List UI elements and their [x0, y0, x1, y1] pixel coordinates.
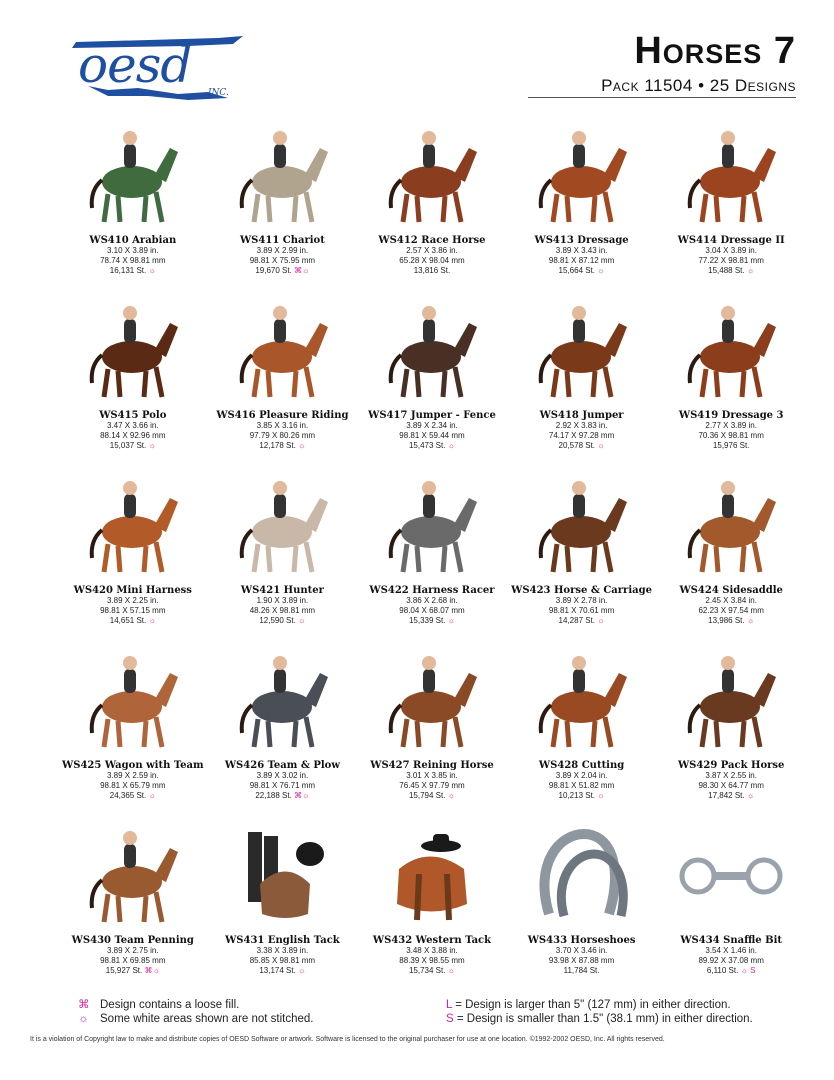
design-image: [678, 474, 784, 578]
legend-loose-fill-text: Design contains a loose fill.: [100, 999, 240, 1011]
legend-left: [78, 998, 314, 1026]
small-letter: S: [446, 1013, 454, 1025]
stitch-count: 15,664 St.: [558, 266, 596, 275]
design-card: [357, 820, 507, 995]
design-grid: [58, 120, 806, 995]
design-image: [230, 649, 336, 753]
design-card: [208, 470, 358, 645]
design-card: [357, 470, 507, 645]
design-marker-icon: ☼: [148, 791, 156, 800]
design-caption: [347, 411, 517, 451]
design-name: WS422 Harness Racer: [369, 585, 495, 596]
design-name: WS411 Chariot: [239, 235, 325, 246]
design-marker-icon: ⌘☼: [294, 791, 310, 800]
stitch-count: 13,816 St.: [413, 266, 451, 275]
design-card: [58, 645, 208, 820]
design-image: [529, 299, 635, 403]
design-stitches: [48, 966, 218, 976]
design-size-mm: 78.74 X 98.81 mm: [100, 256, 166, 265]
design-size-in: 2.57 X 3.86 in.: [406, 246, 458, 255]
design-image: [678, 649, 784, 753]
design-row: [58, 120, 806, 295]
design-image: [230, 474, 336, 578]
design-card: [357, 645, 507, 820]
design-image: [80, 649, 186, 753]
design-image: [379, 474, 485, 578]
design-name: WS429 Pack Horse: [677, 760, 785, 771]
design-name: WS433 Horseshoes: [527, 935, 636, 946]
design-size-mm: 77.22 X 98.81 mm: [698, 256, 764, 265]
design-size-in: 3.01 X 3.85 in.: [406, 771, 458, 780]
design-stitches: [198, 441, 368, 451]
design-marker-icon: ☼: [148, 616, 156, 625]
design-size-mm: 98.81 X 65.79 mm: [100, 781, 166, 790]
logo-inc: INC.: [208, 88, 229, 98]
design-card: [656, 470, 806, 645]
design-name: WS434 Snaffle Bit: [680, 935, 782, 946]
stitch-count: 19,670 St.: [255, 266, 292, 275]
design-name: WS428 Cutting: [538, 760, 625, 771]
jumper-horse-icon: [529, 299, 635, 403]
design-stitches: [646, 266, 816, 276]
pack-subtitle: Pack 11504 • 25 Designs: [601, 76, 796, 95]
design-name: WS431 English Tack: [225, 935, 340, 946]
design-stitches: [347, 616, 517, 626]
page-title: Horses 7: [634, 30, 796, 72]
design-name: WS425 Wagon with Team: [62, 760, 204, 771]
design-image: [379, 299, 485, 403]
large-letter: L: [446, 999, 452, 1011]
snaffle-bit-icon: [678, 824, 784, 928]
design-stitches: [497, 791, 667, 801]
design-stitches: [48, 266, 218, 276]
design-image: [80, 824, 186, 928]
design-size-mm: 85.85 X 98.81 mm: [249, 956, 316, 965]
design-marker-icon: ☼: [746, 616, 755, 625]
design-size-mm: 76.45 X 97.79 mm: [399, 781, 465, 790]
design-size-in: 3.89 X 3.43 in.: [555, 246, 608, 255]
design-marker-icon: ☼: [447, 441, 456, 450]
design-row: [58, 820, 806, 995]
design-card: [357, 120, 507, 295]
design-marker-icon: ☼: [597, 791, 605, 800]
western-saddle-icon: [379, 824, 485, 928]
design-stitches: [497, 966, 667, 976]
copyright-notice: It is a violation of Copyright law to make and distribute copies of OESD Software or artwork. Software is licensed to the original purchaser for use at one location. ©1992-2002 OESD, Inc. All rights reserved.: [30, 1036, 665, 1043]
design-card: [208, 120, 358, 295]
harness-cart-icon: [80, 474, 186, 578]
design-card: [507, 645, 657, 820]
design-stitches: [198, 791, 368, 801]
design-size-mm: 74.17 X 97.28 mm: [548, 431, 615, 440]
design-card: [58, 295, 208, 470]
design-size-in: 3.89 X 2.99 in.: [256, 246, 309, 255]
design-card: [208, 645, 358, 820]
design-image: [678, 299, 784, 403]
stitch-count: 15,794 St.: [408, 791, 446, 800]
design-marker-icon: ☼: [148, 441, 156, 450]
design-caption: [48, 936, 218, 976]
design-caption: [497, 411, 667, 451]
sidesaddle-horse-icon: [678, 474, 784, 578]
design-size-mm: 62.23 X 97.54 mm: [698, 606, 764, 615]
design-size-mm: 93.98 X 87.88 mm: [548, 956, 615, 965]
chariot-icon: [230, 124, 336, 228]
design-image: [529, 649, 635, 753]
reining-horse-icon: [379, 649, 485, 753]
design-marker-icon: ⌘☼: [144, 966, 160, 975]
design-name: WS430 Team Penning: [71, 935, 194, 946]
design-image: [529, 124, 635, 228]
design-image: [379, 824, 485, 928]
design-marker-icon: ☼: [447, 616, 456, 625]
design-size-mm: 98.81 X 51.82 mm: [548, 781, 615, 790]
design-name: WS416 Pleasure Riding: [216, 410, 349, 421]
design-size-in: 3.89 X 2.78 in.: [555, 596, 608, 605]
design-image: [230, 124, 336, 228]
design-size-in: 3.47 X 3.66 in.: [107, 421, 159, 430]
dressage-horse-icon: [678, 299, 784, 403]
design-stitches: [497, 441, 667, 451]
design-caption: [48, 236, 218, 276]
stitch-count: 17,842 St.: [708, 791, 745, 800]
legend-large-text: = Design is larger than 5" (127 mm) in either direction.: [455, 999, 731, 1011]
design-caption: [347, 586, 517, 626]
design-stitches: [48, 441, 218, 451]
oesd-logo: [68, 34, 263, 106]
design-caption: [646, 411, 816, 451]
design-size-in: 3.70 X 3.46 in.: [555, 946, 608, 955]
design-image: [678, 124, 784, 228]
design-caption: [646, 236, 816, 276]
design-size-mm: 98.81 X 70.61 mm: [548, 606, 615, 615]
legend-large: [446, 998, 753, 1012]
design-marker-icon: ☼: [447, 966, 456, 975]
design-image: [379, 649, 485, 753]
design-name: WS412 Race Horse: [378, 235, 486, 246]
design-stitches: [347, 266, 517, 276]
design-row: [58, 645, 806, 820]
design-row: [58, 295, 806, 470]
design-marker-icon: ☼: [597, 616, 605, 625]
design-marker-icon: ☼: [298, 441, 306, 450]
legend-small: [446, 1012, 753, 1026]
design-image: [529, 474, 635, 578]
design-card: [656, 295, 806, 470]
horseshoes-icon: [529, 824, 635, 928]
logo-text: oesd: [78, 36, 192, 94]
design-marker-icon: ☼: [447, 791, 456, 800]
design-caption: [347, 936, 517, 976]
stitch-count: 22,188 St.: [255, 791, 292, 800]
design-size-in: 3.89 X 2.75 in.: [107, 946, 159, 955]
design-stitches: [48, 791, 218, 801]
design-card: [58, 120, 208, 295]
design-name: WS424 Sidesaddle: [679, 585, 783, 596]
cutting-horse-icon: [529, 649, 635, 753]
design-name: WS413 Dressage: [534, 235, 629, 246]
arabian-horse-icon: [80, 124, 186, 228]
dressage-horse-icon: [678, 124, 784, 228]
design-name: WS410 Arabian: [89, 235, 177, 246]
design-name: WS432 Western Tack: [372, 935, 492, 946]
design-image: [678, 824, 784, 928]
stitch-count: 12,178 St.: [259, 441, 296, 450]
design-image: [379, 124, 485, 228]
pack-horse-icon: [678, 649, 784, 753]
design-card: [507, 120, 657, 295]
design-marker-icon: ☼: [597, 441, 605, 450]
design-marker-icon: ☼ S: [740, 966, 756, 975]
design-size-mm: 88.39 X 98.55 mm: [399, 956, 465, 965]
design-card: [58, 820, 208, 995]
white-areas-icon: ☼: [78, 1013, 89, 1025]
legend-white-areas: [78, 1012, 314, 1026]
loose-fill-icon: ⌘: [78, 999, 90, 1011]
design-size-mm: 98.81 X 76.71 mm: [249, 781, 316, 790]
design-stitches: [646, 791, 816, 801]
carriage-icon: [529, 474, 635, 578]
design-size-in: 3.89 X 2.59 in.: [107, 771, 159, 780]
design-caption: [48, 586, 218, 626]
design-name: WS414 Dressage II: [677, 235, 785, 246]
design-size-mm: 88.14 X 92.96 mm: [100, 431, 166, 440]
design-size-mm: 98.81 X 69.85 mm: [100, 956, 166, 965]
stitch-count: 20,578 St.: [558, 441, 596, 450]
design-name: WS427 Reining Horse: [370, 760, 494, 771]
stitch-count: 15,734 St.: [408, 966, 446, 975]
dressage-horse-icon: [529, 124, 635, 228]
stitch-count: 12,590 St.: [259, 616, 296, 625]
design-row: [58, 470, 806, 645]
western-horse-icon: [230, 299, 336, 403]
design-card: [208, 295, 358, 470]
stitch-count: 16,131 St.: [109, 266, 147, 275]
design-size-mm: 98.81 X 59.44 mm: [399, 431, 465, 440]
design-size-in: 3.04 X 3.89 in.: [705, 246, 757, 255]
design-marker-icon: ⌘☼: [294, 266, 310, 275]
design-caption: [198, 936, 368, 976]
design-card: [656, 120, 806, 295]
design-size-mm: 70.36 X 98.81 mm: [698, 431, 764, 440]
design-card: [656, 645, 806, 820]
design-marker-icon: ☼: [746, 266, 755, 275]
design-card: [656, 820, 806, 995]
design-caption: [48, 411, 218, 451]
design-marker-icon: ☼: [298, 616, 306, 625]
design-caption: [198, 761, 368, 801]
design-marker-icon: ☼: [597, 266, 605, 275]
design-image: [80, 299, 186, 403]
design-size-in: 1.90 X 3.89 in.: [256, 596, 309, 605]
design-caption: [198, 411, 368, 451]
design-size-mm: 48.26 X 98.81 mm: [249, 606, 316, 615]
stitch-count: 13,986 St.: [708, 616, 745, 625]
design-size-in: 3.48 X 3.88 in.: [406, 946, 458, 955]
design-name: WS418 Jumper: [539, 410, 624, 421]
stitch-count: 15,473 St.: [408, 441, 446, 450]
stitch-count: 15,488 St.: [708, 266, 745, 275]
polo-horse-icon: [80, 299, 186, 403]
design-size-in: 3.89 X 2.25 in.: [107, 596, 159, 605]
design-stitches: [646, 966, 816, 976]
design-stitches: [48, 616, 218, 626]
design-card: [507, 470, 657, 645]
legend-loose-fill: [78, 998, 314, 1012]
design-name: WS415 Polo: [99, 410, 167, 421]
design-caption: [497, 936, 667, 976]
design-card: [208, 820, 358, 995]
stitch-count: 14,287 St.: [558, 616, 596, 625]
harness-racer-icon: [379, 474, 485, 578]
stitch-count: 15,976 St.: [712, 441, 750, 450]
design-caption: [497, 586, 667, 626]
design-size-mm: 97.79 X 80.26 mm: [249, 431, 316, 440]
design-stitches: [347, 441, 517, 451]
design-caption: [497, 761, 667, 801]
design-size-mm: 98.04 X 68.07 mm: [399, 606, 465, 615]
design-image: [230, 299, 336, 403]
stitch-count: 15,927 St.: [105, 966, 143, 975]
design-caption: [347, 761, 517, 801]
design-stitches: [497, 616, 667, 626]
design-caption: [497, 236, 667, 276]
design-size-in: 3.89 X 2.04 in.: [555, 771, 608, 780]
design-marker-icon: ☼: [746, 791, 755, 800]
design-size-in: 2.45 X 3.84 in.: [705, 596, 757, 605]
design-caption: [198, 236, 368, 276]
hunter-horse-icon: [230, 474, 336, 578]
design-size-mm: 89.92 X 37.08 mm: [698, 956, 764, 965]
stitch-count: 6,110 St.: [706, 966, 739, 975]
design-stitches: [198, 616, 368, 626]
design-name: WS417 Jumper - Fence: [368, 410, 496, 421]
design-stitches: [347, 791, 517, 801]
design-name: WS421 Hunter: [240, 585, 324, 596]
stitch-count: 14,651 St.: [109, 616, 147, 625]
design-name: WS426 Team & Plow: [224, 760, 340, 771]
race-horse-icon: [379, 124, 485, 228]
legend-small-text: = Design is smaller than 1.5" (38.1 mm) in either direction.: [456, 1013, 753, 1025]
legend-white-areas-text: Some white areas shown are not stitched.: [100, 1013, 314, 1025]
design-stitches: [198, 266, 368, 276]
design-size-in: 3.89 X 3.02 in.: [256, 771, 309, 780]
design-size-in: 3.10 X 3.89 in.: [107, 246, 159, 255]
design-stitches: [198, 966, 368, 976]
design-image: [529, 824, 635, 928]
design-card: [58, 470, 208, 645]
stitch-count: 10,213 St.: [558, 791, 596, 800]
design-caption: [646, 936, 816, 976]
design-size-in: 3.38 X 3.89 in.: [256, 946, 309, 955]
design-name: WS423 Horse & Carriage: [511, 585, 652, 596]
design-size-mm: 98.81 X 75.95 mm: [249, 256, 316, 265]
design-caption: [646, 586, 816, 626]
design-name: WS420 Mini Harness: [73, 585, 192, 596]
legend-right: [446, 998, 753, 1026]
design-marker-icon: ☼: [298, 966, 306, 975]
design-size-in: 2.77 X 3.89 in.: [705, 421, 757, 430]
stitch-count: 11,784 St.: [563, 966, 600, 975]
design-caption: [198, 586, 368, 626]
design-size-mm: 98.30 X 64.77 mm: [698, 781, 764, 790]
design-image: [80, 124, 186, 228]
design-size-mm: 98.81 X 57.15 mm: [100, 606, 166, 615]
design-caption: [347, 236, 517, 276]
header-divider: [528, 97, 796, 98]
jumper-fence-icon: [379, 299, 485, 403]
design-caption: [646, 761, 816, 801]
design-size-in: 2.92 X 3.83 in.: [555, 421, 608, 430]
design-size-mm: 98.81 X 87.12 mm: [548, 256, 615, 265]
design-size-in: 3.86 X 2.68 in.: [406, 596, 458, 605]
design-stitches: [497, 266, 667, 276]
design-size-in: 3.87 X 2.55 in.: [705, 771, 757, 780]
design-card: [507, 295, 657, 470]
design-card: [507, 820, 657, 995]
design-card: [357, 295, 507, 470]
team-penning-icon: [80, 824, 186, 928]
wagon-team-icon: [80, 649, 186, 753]
design-size-in: 3.54 X 1.46 in.: [705, 946, 757, 955]
stitch-count: 15,037 St.: [109, 441, 147, 450]
design-name: WS419 Dressage 3: [678, 410, 784, 421]
team-plow-icon: [230, 649, 336, 753]
design-caption: [48, 761, 218, 801]
design-image: [230, 824, 336, 928]
stitch-count: 15,339 St.: [408, 616, 446, 625]
english-tack-icon: [230, 824, 336, 928]
design-size-in: 3.85 X 3.16 in.: [256, 421, 309, 430]
design-size-mm: 65.28 X 98.04 mm: [399, 256, 465, 265]
design-size-in: 3.89 X 2.34 in.: [406, 421, 458, 430]
design-stitches: [347, 966, 517, 976]
stitch-count: 24,365 St.: [109, 791, 147, 800]
stitch-count: 13,174 St.: [259, 966, 296, 975]
design-stitches: [646, 441, 816, 451]
design-stitches: [646, 616, 816, 626]
design-image: [80, 474, 186, 578]
design-marker-icon: ☼: [148, 266, 156, 275]
